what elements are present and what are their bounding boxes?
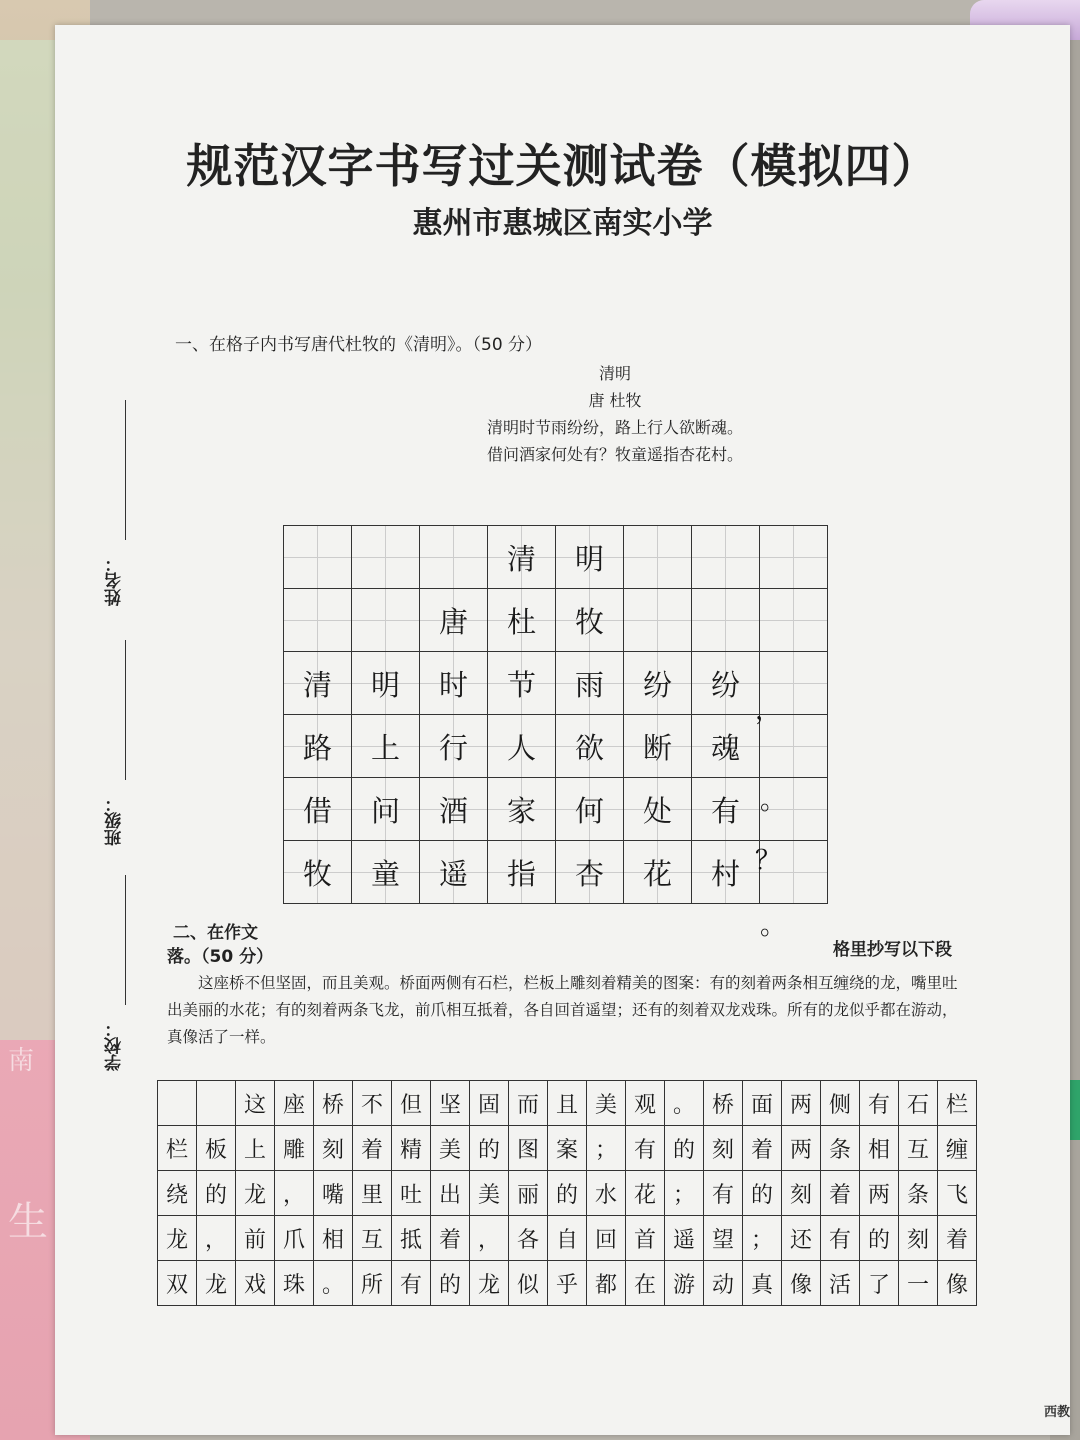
passage-grid-cell: 花 [626,1171,665,1216]
passage-grid-cell: 观 [626,1081,665,1126]
passage-grid-cell: 真 [743,1261,782,1306]
poem-grid-cell [760,526,828,589]
passage-grid-cell: 的 [470,1126,509,1171]
passage-grid-cell: 的 [197,1171,236,1216]
passage-grid-cell: 而 [509,1081,548,1126]
passage-grid-cell: 互 [899,1126,938,1171]
passage-grid-cell: 石 [899,1081,938,1126]
grid-row [284,526,828,589]
passage-grid-cell: 各 [509,1216,548,1261]
poem-grid-cell: 指 [488,841,556,904]
passage-grid-cell: 像 [938,1261,977,1306]
passage-grid-cell: 刻 [704,1126,743,1171]
poem-grid-cell: 清 [284,652,352,715]
passage-grid-cell: 互 [353,1216,392,1261]
passage-grid-cell: 美 [431,1126,470,1171]
green-notebook [0,40,58,1040]
poem-grid-cell: 遥 [420,841,488,904]
passage-grid-cell: 桥 [704,1081,743,1126]
corner-print-text: 西教 [1043,1405,1070,1420]
passage-grid-cell: 有 [626,1126,665,1171]
passage-grid-cell: 所 [353,1261,392,1306]
poem-grid-cell [692,589,760,652]
poem-grid-cell: 问 [352,778,420,841]
passage-grid-cell: 两 [782,1126,821,1171]
poem-line: 清明时节雨纷纷，路上行人欲断魂。 [486,418,743,437]
passage-grid-cell: 桥 [314,1081,353,1126]
grid-row [284,715,828,778]
poem-grid-cell: 时 [420,652,488,715]
name-line [125,400,126,540]
passage-grid-cell: 这 [236,1081,275,1126]
poem-grid-cell: 纷 [692,652,760,715]
passage-grid-cell: 里 [353,1171,392,1216]
passage-grid-cell: 刻 [782,1171,821,1216]
passage-grid-cell: 双 [158,1261,197,1306]
passage-grid-cell: 前 [236,1216,275,1261]
poem-grid-cell: 有 [692,778,760,841]
passage-grid-cell [197,1081,236,1126]
poem-grid-cell [352,526,420,589]
grid-row [158,1081,977,1126]
passage-grid-cell: 的 [743,1171,782,1216]
poem-grid-cell: 雨 [556,652,624,715]
poem-author: 唐 杜牧 [588,391,642,410]
poem-grid-cell: 童 [352,841,420,904]
grid-row [158,1171,977,1216]
passage-grid-cell: 精 [392,1126,431,1171]
passage-grid-cell: 。 [314,1261,353,1306]
poem-writing-grid [283,525,828,904]
passage-grid-cell: 吐 [392,1171,431,1216]
passage-grid-cell: 一 [899,1261,938,1306]
passage-grid-cell: 爪 [275,1216,314,1261]
poem-grid-cell: 行 [420,715,488,778]
passage-grid-cell: 坚 [431,1081,470,1126]
poem-line: 借问酒家何处有？牧童遥指杏花村。 [486,445,743,464]
desk-print-text: 生 [8,1199,48,1245]
poem-grid-cell: 纷 [624,652,692,715]
passage-grid-cell: 相 [314,1216,353,1261]
passage-grid-cell: 相 [860,1126,899,1171]
passage-grid-cell: 着 [353,1126,392,1171]
passage-grid-cell: 刻 [314,1126,353,1171]
passage-grid-cell: 绕 [158,1171,197,1216]
question-2-instruction: 二、在作文 [173,923,258,943]
grid-row [158,1261,977,1306]
test-paper [55,25,1070,1435]
passage-grid-cell: 嘴 [314,1171,353,1216]
passage-grid-cell: 缠 [938,1126,977,1171]
poem-grid-cell [624,589,692,652]
poem-grid-cell: 村 [692,841,760,904]
poem-grid-cell: 上 [352,715,420,778]
poem-grid-cell: 路 [284,715,352,778]
poem-title: 清明 [598,364,631,383]
passage-grid-cell: 座 [275,1081,314,1126]
school-name: 惠州市惠城区南实小学 [412,206,713,241]
passage-grid-cell: 美 [587,1081,626,1126]
poem-grid-cell: 欲 [556,715,624,778]
poem-grid-cell: 花 [624,841,692,904]
poem-grid-cell: 唐 [420,589,488,652]
poem-grid-cell [420,526,488,589]
grid-row [284,589,828,652]
grid-row [158,1126,977,1171]
passage-grid-cell: 还 [782,1216,821,1261]
passage-grid-cell: 着 [821,1171,860,1216]
name-label: 姓名： [105,555,125,606]
question-2-instruction: 落。（50 分） [167,947,274,967]
handwritten-comma: ， [755,696,782,726]
passage-grid-cell: 刻 [899,1216,938,1261]
grid-row [284,652,828,715]
poem-grid-cell: 节 [488,652,556,715]
passage-grid-cell: 面 [743,1081,782,1126]
passage-grid-cell: 在 [626,1261,665,1306]
poem [435,360,795,468]
handwritten-period: 。 [760,786,787,816]
passage-grid-cell [158,1081,197,1126]
passage-grid-cell: 有 [704,1171,743,1216]
question-1-instruction: 一、在格子内书写唐代杜牧的《清明》。（50 分） [175,335,543,355]
passage-grid-cell: 动 [704,1261,743,1306]
poem-grid-cell: 牧 [284,841,352,904]
poem-grid-cell: 借 [284,778,352,841]
passage-grid-cell: 栏 [158,1126,197,1171]
passage-grid-cell: 似 [509,1261,548,1306]
passage-grid-cell: 上 [236,1126,275,1171]
passage-grid-cell: 游 [665,1261,704,1306]
passage-grid-cell: ， [197,1216,236,1261]
passage-grid-cell: 水 [587,1171,626,1216]
passage-grid-cell: ； [743,1216,782,1261]
poem-grid-cell: 杜 [488,589,556,652]
passage-grid-cell: 活 [821,1261,860,1306]
passage-grid-cell: 戏 [236,1261,275,1306]
passage-grid-cell: 固 [470,1081,509,1126]
passage-grid-cell: 了 [860,1261,899,1306]
grid-row [284,778,828,841]
passage-grid-cell: ； [665,1171,704,1216]
passage-writing-grid [157,1080,977,1306]
passage-grid-cell: 着 [938,1216,977,1261]
poem-grid-cell: 明 [556,526,624,589]
passage-grid-cell: 龙 [197,1261,236,1306]
page-title: 规范汉字书写过关测试卷（模拟四） [186,139,939,193]
poem-grid-cell: 处 [624,778,692,841]
passage-grid-cell: 丽 [509,1171,548,1216]
poem-grid-cell [624,526,692,589]
passage-grid-cell: 首 [626,1216,665,1261]
passage-grid-cell: 有 [860,1081,899,1126]
poem-grid-cell: 明 [352,652,420,715]
passage-grid-cell: 板 [197,1126,236,1171]
poem-grid-cell: 清 [488,526,556,589]
passage-grid-cell: 遥 [665,1216,704,1261]
poem-grid-cell [760,589,828,652]
poem-grid-cell [692,526,760,589]
passage-grid-cell: 栏 [938,1081,977,1126]
passage-text: 这座桥不但坚固，而且美观。桥面两侧有石栏，栏板上雕刻着精美的图案：有的刻着两条相互缠绕的龙，嘴里吐出美丽的水花；有的刻着两条飞龙，前爪相互抵着，各自回首遥望；还有的刻着双龙戏珠。所有的龙似乎都在游动，真像活了一样。 [167,974,958,1046]
passage-grid-cell: 抵 [392,1216,431,1261]
grid-row [284,841,828,904]
passage-grid-cell: 有 [392,1261,431,1306]
passage-grid-cell: 条 [899,1171,938,1216]
passage-grid-cell: 的 [665,1126,704,1171]
handwritten-period: 。 [760,911,787,941]
passage-grid-cell: 珠 [275,1261,314,1306]
poem-grid-cell [352,589,420,652]
poem-grid-cell: 酒 [420,778,488,841]
passage-grid-cell: 龙 [158,1216,197,1261]
class-label: 班级： [105,795,125,846]
passage-grid-cell: 美 [470,1171,509,1216]
school-label: 学校： [105,1020,125,1071]
passage-grid-cell: 的 [860,1216,899,1261]
passage-grid-cell: 侧 [821,1081,860,1126]
class-line [125,640,126,780]
passage-grid-cell: ， [275,1171,314,1216]
passage-grid-cell: ， [470,1216,509,1261]
poem-grid-cell: 人 [488,715,556,778]
passage-grid-cell: 两 [860,1171,899,1216]
poem-grid-cell: 家 [488,778,556,841]
passage-grid-cell: 飞 [938,1171,977,1216]
passage-grid-cell: ； [587,1126,626,1171]
passage-grid-cell: 的 [431,1261,470,1306]
passage-grid-cell: 图 [509,1126,548,1171]
handwritten-question: ？ [755,846,782,876]
passage-grid-cell: 有 [821,1216,860,1261]
school-line [125,875,126,1005]
poem-grid-cell: 何 [556,778,624,841]
passage-grid-cell: 自 [548,1216,587,1261]
poem-grid-cell [284,589,352,652]
passage-grid-cell: 着 [431,1216,470,1261]
poem-grid-cell: 牧 [556,589,624,652]
passage-grid-cell: 但 [392,1081,431,1126]
passage-grid-cell: 不 [353,1081,392,1126]
passage-grid-cell: 龙 [236,1171,275,1216]
passage-grid-cell: 条 [821,1126,860,1171]
passage-grid-cell: 望 [704,1216,743,1261]
passage-grid-cell: 回 [587,1216,626,1261]
passage-grid-cell: 像 [782,1261,821,1306]
question-2-instruction: 格里抄写以下段 [833,940,952,960]
desk-print-text: 南 [8,1046,35,1076]
passage-grid-cell: 出 [431,1171,470,1216]
passage-grid-cell: 乎 [548,1261,587,1306]
grid-row [158,1216,977,1261]
passage-grid-cell: 的 [548,1171,587,1216]
passage-grid-cell: 。 [665,1081,704,1126]
passage-grid-cell: 雕 [275,1126,314,1171]
poem-grid-cell: 魂 [692,715,760,778]
poem-grid-cell: 杏 [556,841,624,904]
passage-grid-cell: 都 [587,1261,626,1306]
poem-grid-cell: 断 [624,715,692,778]
passage-grid-cell: 两 [782,1081,821,1126]
poem-grid-cell [284,526,352,589]
passage-grid-cell: 着 [743,1126,782,1171]
passage-grid-cell: 且 [548,1081,587,1126]
passage-grid-cell: 龙 [470,1261,509,1306]
passage-grid-cell: 案 [548,1126,587,1171]
